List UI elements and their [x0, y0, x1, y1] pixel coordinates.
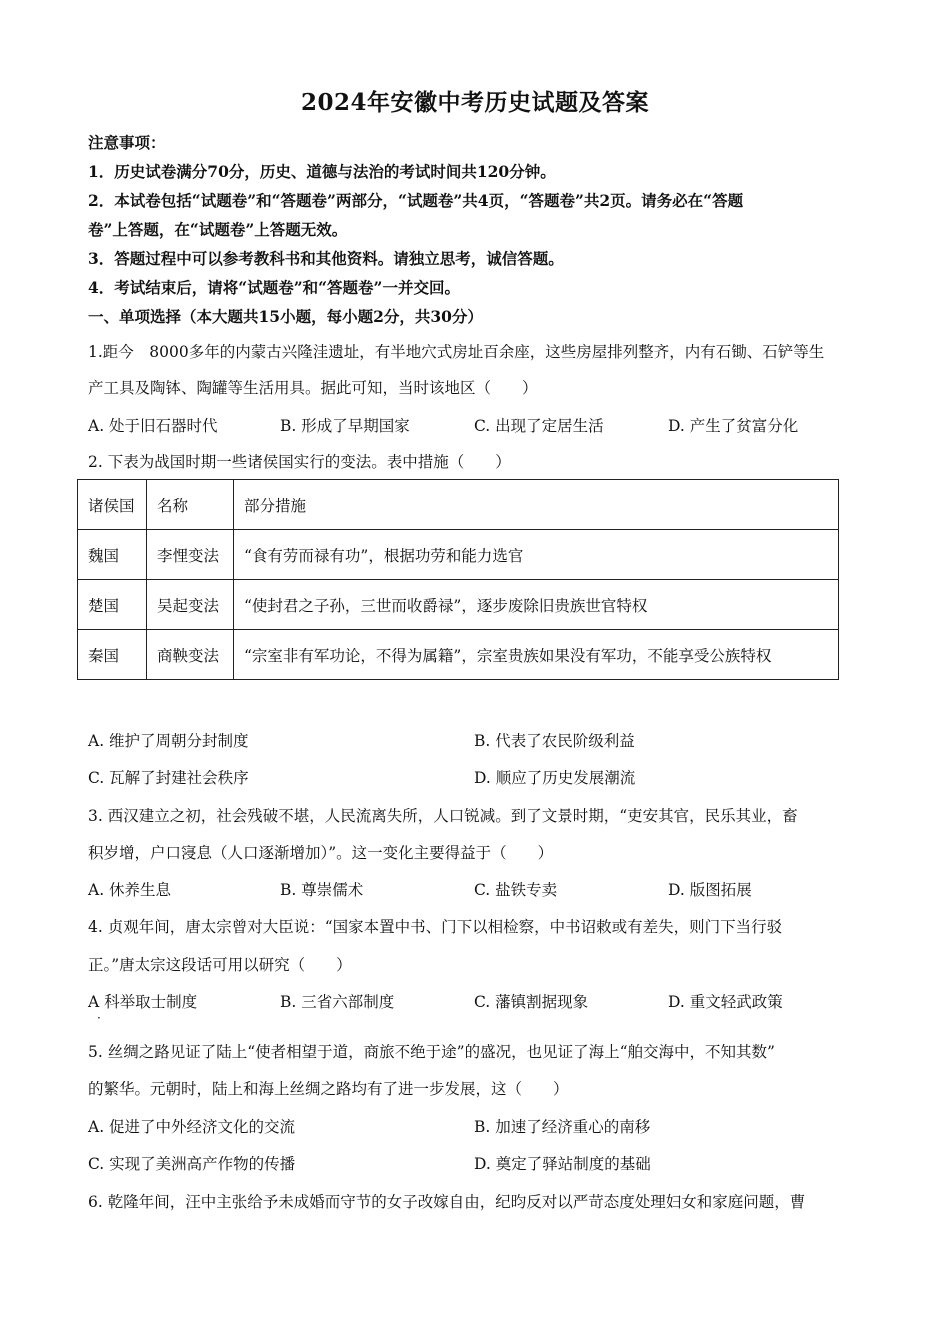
question-1-stem: 产工具及陶钵、陶罐等生活用具。据此可知，当时该地区（ ） [88, 379, 538, 397]
table-cell: “使封君之子孙，三世而收爵禄”，逐步废除旧贵族世官特权 [234, 580, 839, 630]
q1-option-c: C. 出现了定居生活 [474, 417, 604, 435]
q3-option-a: A. 休养生息 [88, 881, 172, 899]
q2-option-c: C. 瓦解了封建社会秩序 [88, 769, 249, 787]
table-cell: 楚国 [78, 580, 147, 630]
question-6-stem: 6. 乾隆年间，汪中主张给予未成婚而守节的女子改嫁自由，纪昀反对以严苛态度处理妇女和家庭问题，曹 [88, 1193, 806, 1211]
q2-option-a: A. 维护了周朝分封制度 [88, 732, 249, 750]
q4-option-c: C. 藩镇割据现象 [474, 993, 589, 1011]
stray-dot-mark: · [97, 1011, 101, 1025]
question-2-stem: 2. 下表为战国时期一些诸侯国实行的变法。表中措施（ ） [88, 453, 511, 471]
q5-option-a: A. 促进了中外经济文化的交流 [88, 1118, 296, 1136]
notice-item: 3．答题过程中可以参考教科书和其他资料。请独立思考，诚信答题。 [88, 249, 564, 268]
question-3-stem: 积岁增，户口寖息（人口逐渐增加）”。这一变化主要得益于（ ） [88, 844, 554, 862]
table-row [78, 630, 839, 680]
q1-option-d: D. 产生了贫富分化 [668, 417, 799, 435]
question-4-stem: 正。”唐太宗这段话可用以研究（ ） [88, 956, 352, 974]
q5-option-c: C. 实现了美洲高产作物的传播 [88, 1155, 296, 1173]
table-cell: 秦国 [78, 630, 147, 680]
notice-item: 1．历史试卷满分70分，历史、道德与法治的考试时间共120分钟。 [88, 162, 556, 181]
table-header-cell: 名称 [147, 480, 234, 530]
notice-heading: 注意事项： [88, 133, 166, 152]
q2-option-b: B. 代表了农民阶级利益 [474, 732, 635, 750]
q3-option-c: C. 盐铁专卖 [474, 881, 558, 899]
q4-option-b: B. 三省六部制度 [280, 993, 395, 1011]
q2-option-d: D. 顺应了历史发展潮流 [474, 769, 636, 787]
page-title: 2024年安徽中考历史试题及答案 [300, 89, 649, 116]
notice-item: 卷”上答题，在“试题卷”上答题无效。 [88, 220, 348, 239]
q4-option-d: D. 重文轻武政策 [668, 993, 783, 1011]
q5-option-b: B. 加速了经济重心的南移 [474, 1118, 651, 1136]
table-cell: 李悝变法 [147, 530, 234, 580]
question-5-stem: 5. 丝绸之路见证了陆上“使者相望于道，商旅不绝于途”的盛况，也见证了海上“舶交海中，不知其数” [88, 1043, 775, 1061]
notice-item: 4．考试结束后，请将“试题卷”和“答题卷”一并交回。 [88, 278, 460, 297]
q3-option-d: D. 版图拓展 [668, 881, 752, 899]
table-cell: “宗室非有军功论，不得为属籍”，宗室贵族如果没有军功，不能享受公族特权 [234, 630, 839, 680]
table-cell: “食有劳而禄有功”，根据功劳和能力选官 [234, 530, 839, 580]
notice-item: 2．本试卷包括“试题卷”和“答题卷”两部分，“试题卷”共4页，“答题卷”共2页。请务必在“答题 [88, 191, 744, 210]
q3-option-b: B. 尊崇儒术 [280, 881, 364, 899]
question-1-stem: 1.距今 8000多年的内蒙古兴隆洼遗址，有半地穴式房址百余座，这些房屋排列整齐，内有石锄、石铲等生 [88, 343, 825, 361]
table-cell: 商鞅变法 [147, 630, 234, 680]
table-header-cell: 诸侯国 [78, 480, 147, 530]
table-row [78, 530, 839, 580]
reform-table [77, 479, 839, 680]
table-cell: 吴起变法 [147, 580, 234, 630]
question-4-stem: 4. 贞观年间，唐太宗曾对大臣说：“国家本置中书、门下以相检察，中书诏敕或有差失，则门下当行驳 [88, 918, 783, 936]
question-5-stem: 的繁华。元朝时，陆上和海上丝绸之路均有了进一步发展，这（ ） [88, 1080, 569, 1098]
question-3-stem: 3. 西汉建立之初，社会残破不堪，人民流离失所，人口锐减。到了文景时期，“吏安其官，民乐其业，畜 [88, 807, 798, 825]
table-header-cell: 部分措施 [234, 480, 839, 530]
q5-option-d: D. 奠定了驿站制度的基础 [474, 1155, 651, 1173]
table-row [78, 580, 839, 630]
q1-option-a: A. 处于旧石器时代 [88, 417, 218, 435]
q1-option-b: B. 形成了早期国家 [280, 417, 410, 435]
table-header-row [78, 480, 839, 530]
q4-option-a: A 科举取士制度 [88, 993, 198, 1011]
section-heading: 一、单项选择（本大题共15小题，每小题2分，共30分） [88, 307, 483, 326]
table-cell: 魏国 [78, 530, 147, 580]
